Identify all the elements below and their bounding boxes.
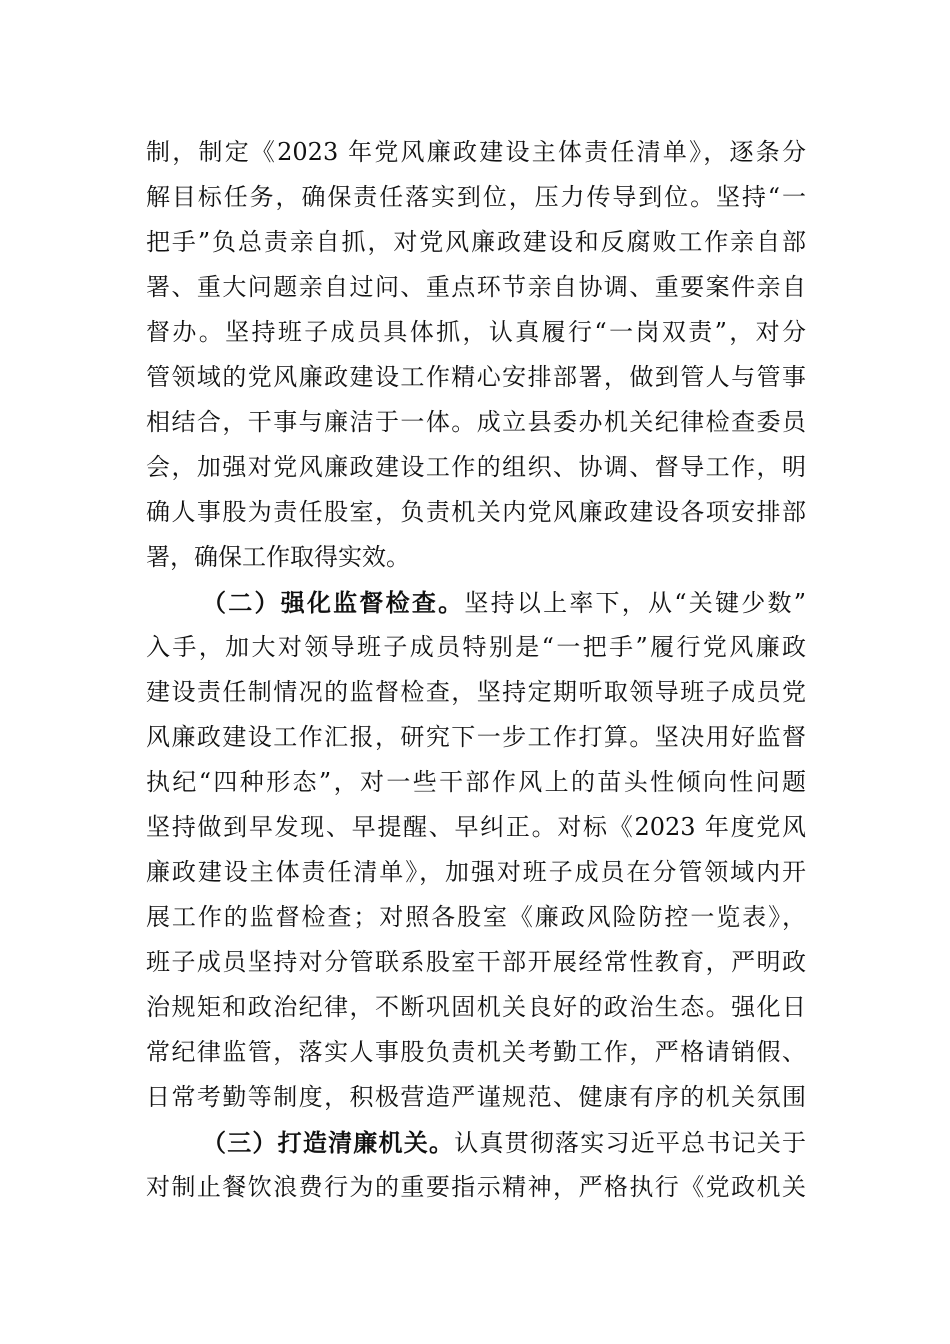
text-line: 风廉政建设工作汇报，研究下一步工作打算。坚决用好监督	[146, 723, 806, 751]
text-line: 坚持做到早发现、早提醒、早纠正。对标《2023 年度党风	[146, 813, 806, 841]
paragraph-first-line	[146, 1120, 806, 1165]
text-line: 署、重大问题亲自过问、重点环节亲自协调、重要案件亲自	[146, 273, 806, 301]
text-line: 会，加强对党风廉政建设工作的组织、协调、督导工作，明	[146, 453, 806, 481]
text-line: 入手，加大对领导班子成员特别是“一把手”履行党风廉政	[146, 633, 806, 661]
section-heading: （二）强化监督检查。	[202, 588, 465, 617]
text-segment: 认真贯彻落实习近平总书记关于	[454, 1129, 807, 1157]
text-line: 解目标任务，确保责任落实到位，压力传导到位。坚持“一	[146, 183, 806, 211]
document-body	[146, 130, 806, 1210]
text-segment: 坚持以上率下，从“关键少数”	[464, 589, 806, 617]
text-line: 确人事股为责任股室，负责机关内党风廉政建设各项安排部	[146, 498, 806, 526]
text-line: 日常考勤等制度，积极营造严谨规范、健康有序的机关氛围	[146, 1083, 806, 1111]
text-line: 常纪律监管，落实人事股负责机关考勤工作，严格请销假、	[146, 1038, 806, 1066]
text-line: 治规矩和政治纪律，不断巩固机关良好的政治生态。强化日	[146, 993, 806, 1021]
text-line: 制，制定《2023 年党风廉政建设主体责任清单》，逐条分	[146, 138, 806, 166]
text-line: 署，确保工作取得实效。	[146, 543, 410, 571]
paragraph-first-line	[146, 580, 806, 625]
text-line: 把手”负总责亲自抓，对党风廉政建设和反腐败工作亲自部	[146, 228, 806, 256]
text-line: 廉政建设主体责任清单》，加强对班子成员在分管领域内开	[146, 858, 806, 886]
text-line: 班子成员坚持对分管联系股室干部开展经常性教育，严明政	[146, 948, 806, 976]
text-line: 对制止餐饮浪费行为的重要指示精神，严格执行《党政机关	[146, 1173, 806, 1201]
text-line: 展工作的监督检查；对照各股室《廉政风险防控一览表》，	[146, 903, 806, 931]
section-heading: （三）打造清廉机关。	[202, 1128, 455, 1157]
paragraph-3	[146, 1120, 806, 1210]
text-line: 督办。坚持班子成员具体抓，认真履行“一岗双责”，对分	[146, 318, 806, 346]
paragraph-2	[146, 580, 806, 1120]
paragraph-1	[146, 130, 806, 580]
text-line: 相结合，干事与廉洁于一体。成立县委办机关纪律检查委员	[146, 408, 806, 436]
text-line: 管领域的党风廉政建设工作精心安排部署，做到管人与管事	[146, 363, 806, 391]
text-line: 执纪“四种形态”，对一些干部作风上的苗头性倾向性问题	[146, 768, 806, 796]
text-line: 建设责任制情况的监督检查，坚持定期听取领导班子成员党	[146, 678, 806, 706]
